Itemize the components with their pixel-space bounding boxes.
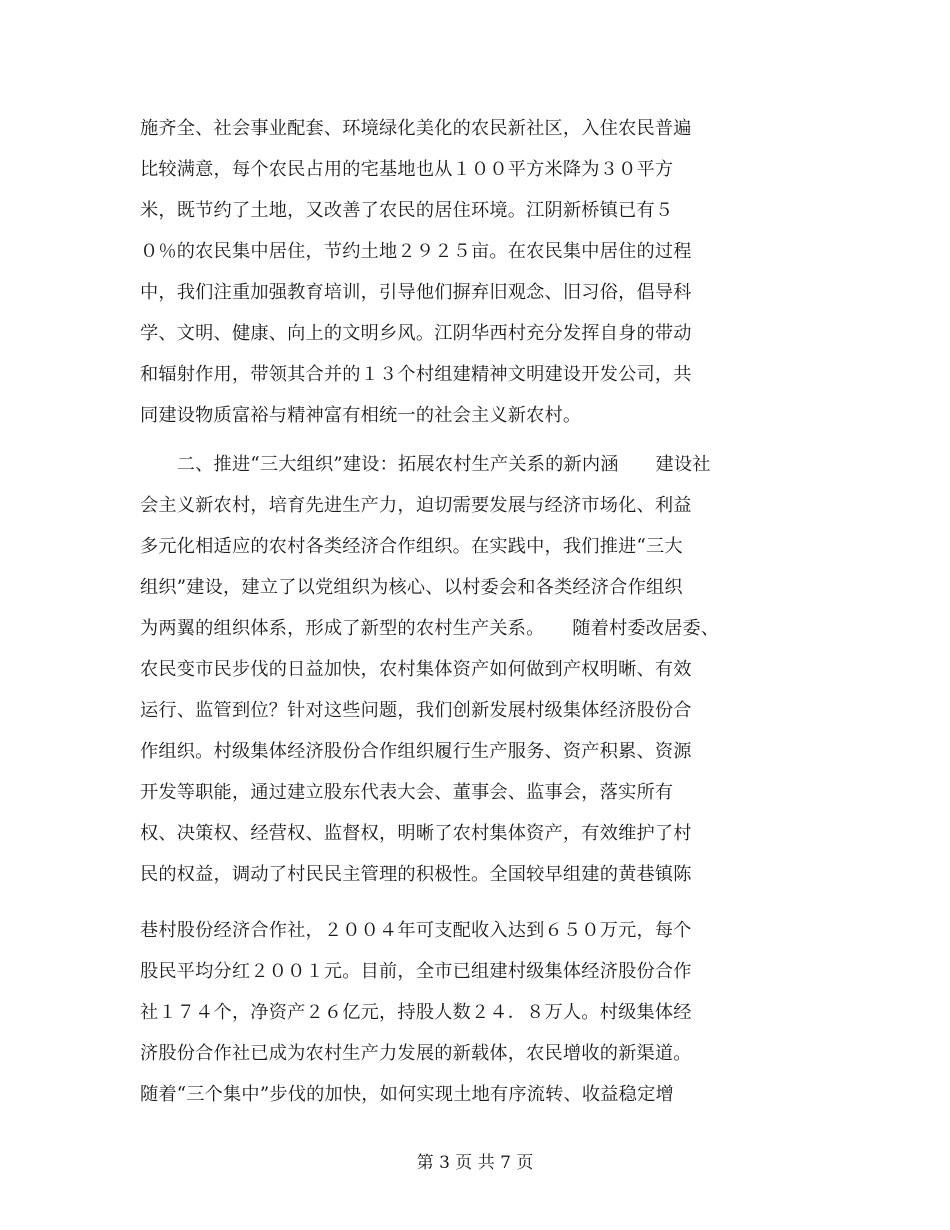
- section-heading-line: 二、推进“三大组织”建设：拓展农村生产关系的新内涵 建设社: [140, 454, 711, 475]
- body-text-line-21: 股民平均分红２００１元。目前，全市已组建村级集体经济股份合作: [140, 961, 692, 982]
- body-text-line-10: 会主义新农村，培育先进生产力，迫切需要发展与经济市场化、利益: [140, 495, 692, 516]
- body-text-line-5: 中，我们注重加强教育培训，引导他们摒弃旧观念、旧习俗，倡导科: [140, 282, 692, 303]
- body-text-line-24: 随着“三个集中”步伐的加快，如何实现土地有序流转、收益稳定增: [140, 1084, 674, 1105]
- body-text-line-12: 组织”建设，建立了以党组织为核心、以村委会和各类经济合作组织: [140, 577, 683, 598]
- page-number-footer: 第 3 页 共 7 页: [416, 1153, 534, 1173]
- body-text-line-6: 学、文明、健康、向上的文明乡风。江阴华西村充分发挥自身的带动: [140, 323, 692, 344]
- body-text-line-22: 社１７４个，净资产２６亿元，持股人数２４．８万人。村级集体经: [140, 1002, 692, 1023]
- body-text-line-18: 权、决策权、经营权、监督权，明晰了农村集体资产，有效维护了村: [140, 823, 692, 844]
- body-text-line-16: 作组织。村级集体经济股份合作组织履行生产服务、资产积累、资源: [140, 741, 692, 762]
- body-text-line-20: 巷村股份经济合作社，２００４年可支配收入达到６５０万元，每个: [140, 920, 692, 941]
- body-text-line-8: 同建设物质富裕与精神富有相统一的社会主义新农村。: [140, 405, 582, 426]
- body-text-line-14: 农民变市民步伐的日益加快，农村集体资产如何做到产权明晰、有效: [140, 659, 692, 680]
- body-text-line-17: 开发等职能，通过建立股东代表大会、董事会、监事会，落实所有: [140, 782, 674, 803]
- body-text-line-1: 施齐全、社会事业配套、环境绿化美化的农民新社区，入住农民普遍: [140, 118, 692, 139]
- body-text-line-3: 米，既节约了土地，又改善了农民的居住环境。江阴新桥镇已有５: [140, 200, 674, 221]
- body-text-line-19: 民的权益，调动了村民民主管理的积极性。全国较早组建的黄巷镇陈: [140, 864, 692, 885]
- body-text-line-15: 运行、监管到位？针对这些问题，我们创新发展村级集体经济股份合: [140, 700, 692, 721]
- body-text-line-11: 多元化相适应的农村各类经济合作组织。在实践中，我们推进“三大: [140, 536, 683, 557]
- body-text-line-7: 和辐射作用，带领其合并的１３个村组建精神文明建设开发公司，共: [140, 364, 692, 385]
- body-text-line-2: 比较满意，每个农民占用的宅基地也从１００平方米降为３０平方: [140, 159, 674, 180]
- body-text-line-4: ０％的农民集中居住，节约土地２９２５亩。在农民集中居住的过程: [140, 241, 692, 262]
- body-text-line-13: 为两翼的组织体系，形成了新型的农村生产关系。 随着村委改居委、: [140, 618, 720, 639]
- body-text-line-23: 济股份合作社已成为农村生产力发展的新载体，农民增收的新渠道。: [140, 1043, 692, 1064]
